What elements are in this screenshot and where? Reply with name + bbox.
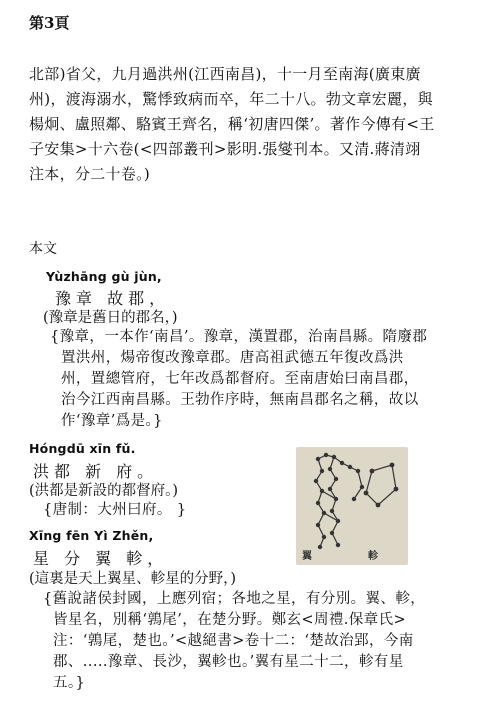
annotation-line: {豫章，一本作‘南昌’。豫章，漢置郡，治南昌縣。隋廢郡	[50, 329, 428, 345]
star-diagram	[296, 447, 408, 565]
annotation-line: 作‘豫章’爲是。}	[61, 413, 163, 429]
star-map-figure	[296, 447, 408, 565]
annotation-line: 五。}	[53, 675, 86, 691]
pinyin-line: Yùzhāng gù jùn,	[46, 269, 162, 284]
page-number: 第3頁	[29, 14, 70, 32]
translation: (洪都是新設的都督府。)	[29, 483, 179, 499]
figure-label-yi: 翼	[302, 551, 312, 562]
annotation-line: 州，置總管府，七年改爲都督府。至南唐始曰南昌郡，	[61, 371, 419, 387]
intro-line: 州)，渡海溺水，驚悸致病而卒，年二十八。勃文章宏麗，與	[29, 90, 433, 108]
source-text: 豫章 故郡，	[55, 289, 171, 308]
intro-line: 注本，分二十卷。)	[29, 165, 151, 183]
translation: (豫章是舊日的郡名，)	[43, 310, 178, 326]
annotation-line: {舊說諸侯封國，上應列宿；各地之星，有分別。翼、軫，	[43, 591, 426, 607]
intro-line: 子安集>十六卷(<四部叢刊>影明.張燮刊本。又清.蔣清翊	[29, 140, 421, 158]
annotation-line: 置洪州，煬帝復改豫章郡。唐高祖武德五年復改爲洪	[61, 350, 404, 366]
figure-label-zhen: 軫	[368, 551, 378, 562]
source-text: 星 分 翼 軫，	[33, 549, 169, 568]
annotation-line: 注：‘鶉尾，楚也。’<越絕書>卷十二：‘楚故治郢，今南	[53, 633, 414, 649]
annotation-line: {唐制：大州曰府。 }	[43, 502, 187, 518]
translation: (這裏是天上翼星、軫星的分野，)	[29, 571, 237, 587]
intro-line: 楊炯、盧照鄰、駱賓王齊名，稱‘初唐四傑’。著作今傳有<王	[29, 115, 435, 133]
pinyin-line: Xīng fēn Yì Zhěn,	[29, 528, 154, 543]
pinyin-line: Hóngdū xīn fǔ.	[29, 441, 136, 456]
annotation-line: 皆星名，別稱‘鶉尾’，在楚分野。鄭玄<周禮.保章氏>	[53, 612, 407, 628]
annotation-line: 郡、.....豫章、長沙，翼軫也。’翼有星二十二，軫有星	[53, 654, 404, 670]
source-text: 洪都 新 府。	[33, 462, 159, 481]
intro-line: 北部)省父，九月過洪州(江西南昌)，十一月至南海(廣東廣	[29, 65, 421, 83]
annotation-line: 治今江西南昌縣。王勃作序時，無南昌郡名之稱，故以	[61, 392, 419, 408]
section-title: 本文	[29, 241, 57, 257]
